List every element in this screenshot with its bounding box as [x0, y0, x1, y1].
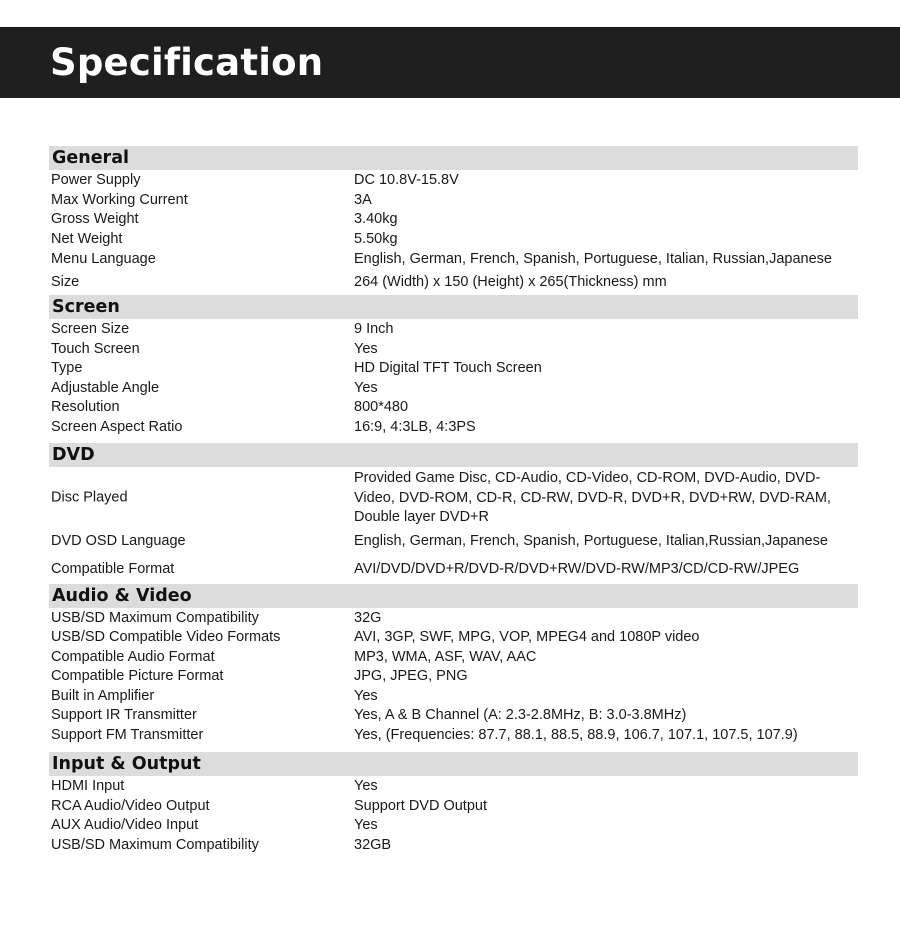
spec-label: Support FM Transmitter — [51, 726, 204, 743]
spec-row — [49, 273, 858, 293]
spec-label: Power Supply — [51, 172, 141, 188]
spec-row — [49, 797, 858, 817]
section-header-screen: Screen — [49, 295, 858, 319]
spec-row — [49, 398, 858, 418]
spec-value: Provided Game Disc, CD-Audio, CD-Video, CD-ROM, DVD-Audio, DVD-Video, DVD-ROM, CD-R, CD-RW, DVD-R, DVD+R, DVD+RW, DVD-RAM, Double layer DVD+R — [354, 470, 831, 525]
spec-value: HD Digital TFT Touch Screen — [354, 360, 542, 376]
spec-value: English, German, French, Spanish, Portuguese, Italian,Russian,Japanese — [354, 532, 828, 549]
spec-value: Yes — [354, 817, 378, 833]
specification-table — [49, 146, 858, 855]
spec-value: English, German, French, Spanish, Portuguese, Italian, Russian,Japanese — [354, 251, 832, 267]
section-header-general: General — [49, 146, 858, 170]
spec-row — [49, 210, 858, 230]
spec-value: 16:9, 4:3LB, 4:3PS — [354, 418, 476, 435]
spec-label: Disc Played — [51, 489, 128, 506]
spec-label: RCA Audio/Video Output — [51, 797, 210, 814]
spec-value: Support DVD Output — [354, 797, 487, 814]
spec-row — [49, 777, 858, 797]
spec-row — [49, 171, 858, 191]
spec-value: JPG, JPEG, PNG — [354, 668, 468, 684]
spec-row — [49, 726, 858, 746]
spec-row — [49, 816, 858, 836]
spec-row — [49, 340, 858, 360]
section-header-dvd: DVD — [49, 443, 858, 467]
spec-row — [49, 359, 858, 379]
spec-row — [49, 230, 858, 250]
spec-label: Gross Weight — [51, 211, 139, 227]
spec-value: AVI, 3GP, SWF, MPG, VOP, MPEG4 and 1080P video — [354, 629, 700, 645]
spec-value: 5.50kg — [354, 230, 398, 247]
spec-row — [49, 469, 858, 528]
spec-row — [49, 648, 858, 668]
spec-label: Built in Amplifier — [51, 687, 155, 704]
spec-value: 264 (Width) x 150 (Height) x 265(Thickness) mm — [354, 273, 667, 290]
spec-label: Menu Language — [51, 251, 156, 267]
spec-label: Compatible Picture Format — [51, 668, 224, 684]
spec-value: 32G — [354, 609, 382, 626]
spec-label: Max Working Current — [51, 191, 188, 208]
spec-label: USB/SD Compatible Video Formats — [51, 629, 281, 645]
spec-label: Size — [51, 273, 80, 290]
spec-row — [49, 191, 858, 211]
spec-value: MP3, WMA, ASF, WAV, AAC — [354, 648, 537, 665]
section-header-input-output: Input & Output — [49, 752, 858, 776]
spec-row — [49, 418, 858, 438]
title-banner — [0, 27, 900, 98]
spec-value: Yes — [354, 778, 378, 794]
spec-label: Compatible Format — [51, 561, 175, 577]
spec-label: Screen Size — [51, 321, 130, 337]
page-title: Specification — [50, 41, 324, 84]
spec-label: USB/SD Maximum Compatibility — [51, 609, 259, 626]
spec-value: 3.40kg — [354, 211, 398, 227]
spec-value: 9 Inch — [354, 321, 394, 337]
spec-value: 800*480 — [354, 399, 409, 415]
spec-value: AVI/DVD/DVD+R/DVD-R/DVD+RW/DVD-RW/MP3/CD/CD-RW/JPEG — [354, 561, 800, 577]
spec-label: Adjustable Angle — [51, 379, 160, 396]
spec-row — [49, 609, 858, 629]
spec-label: Type — [51, 360, 83, 376]
spec-value: DC 10.8V-15.8V — [354, 172, 459, 188]
spec-label: Screen Aspect Ratio — [51, 418, 183, 435]
spec-row — [49, 532, 858, 552]
spec-label: DVD OSD Language — [51, 532, 186, 549]
spec-label: Support IR Transmitter — [51, 707, 197, 723]
spec-value: Yes, (Frequencies: 87.7, 88.1, 88.5, 88.9, 106.7, 107.1, 107.5, 107.9) — [354, 726, 798, 743]
spec-row — [49, 687, 858, 707]
spec-label: AUX Audio/Video Input — [51, 817, 199, 833]
spec-value: Yes — [354, 340, 378, 357]
spec-row — [49, 379, 858, 399]
spec-label: Resolution — [51, 399, 120, 415]
spec-label: Touch Screen — [51, 340, 140, 357]
spec-row — [49, 706, 858, 726]
spec-value: 32GB — [354, 836, 392, 853]
spec-row — [49, 836, 858, 856]
spec-row — [49, 250, 858, 270]
spec-value: Yes — [354, 379, 378, 396]
spec-row — [49, 560, 858, 580]
spec-row — [49, 628, 858, 648]
spec-label: Compatible Audio Format — [51, 648, 215, 665]
spec-label: Net Weight — [51, 230, 123, 247]
spec-label: USB/SD Maximum Compatibility — [51, 836, 259, 853]
spec-label: HDMI Input — [51, 778, 125, 794]
spec-value: Yes — [354, 687, 378, 704]
spec-value: Yes, A & B Channel (A: 2.3-2.8MHz, B: 3.0-3.8MHz) — [354, 707, 687, 723]
spec-row — [49, 320, 858, 340]
spec-value: 3A — [354, 191, 372, 208]
section-header-audio-video: Audio & Video — [49, 584, 858, 608]
spec-row — [49, 667, 858, 687]
